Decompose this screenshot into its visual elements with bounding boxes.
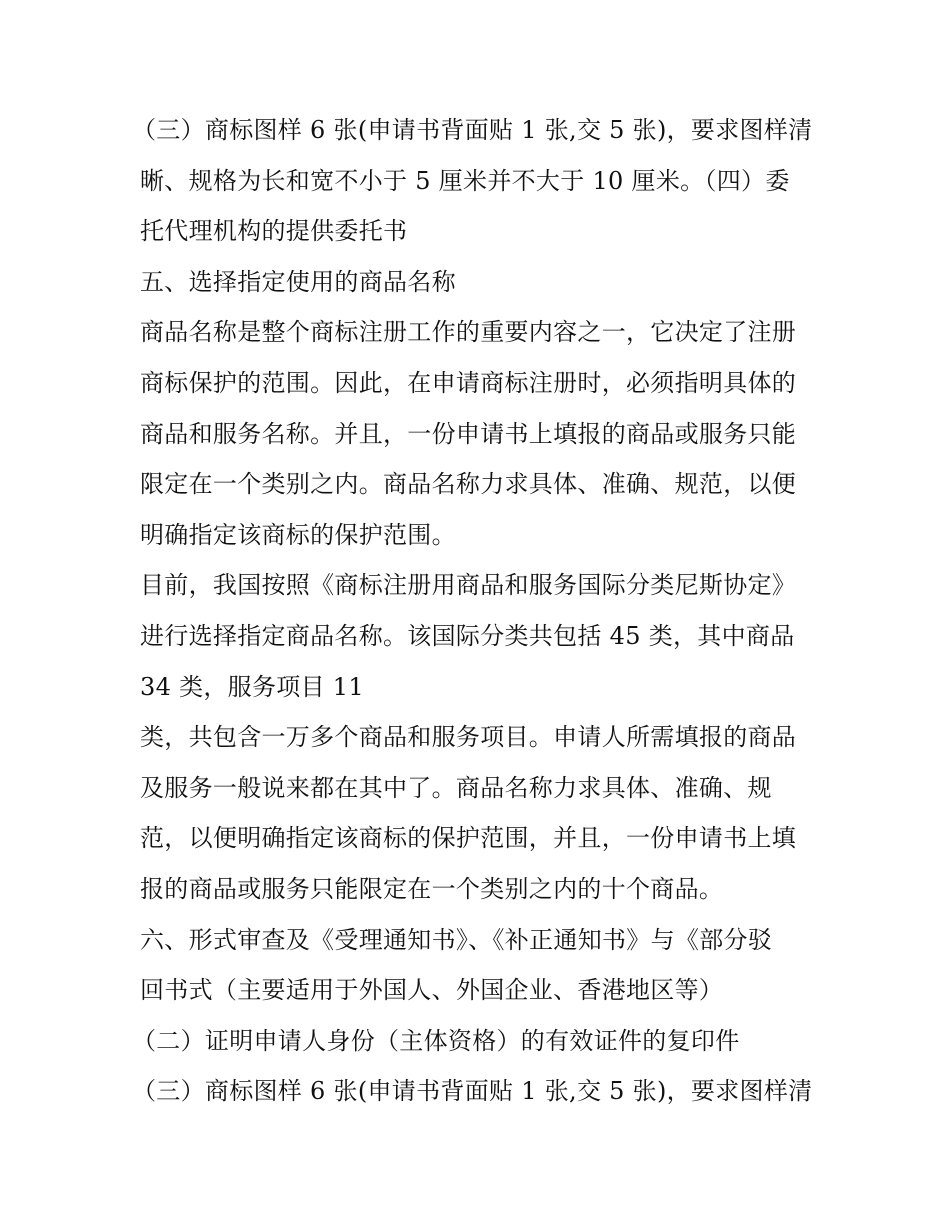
text-line: （三）商标图样 6 张(申请书背面贴 1 张,交 5 张)，要求图样清 <box>132 1077 813 1106</box>
text-line: 回书式（主要适用于外国人、外国企业、香港地区等） <box>140 976 724 1005</box>
text-line: 34 类，服务项目 11 <box>140 672 364 701</box>
text-line: 明确指定该商标的保护范围。 <box>140 520 456 549</box>
text-line: （三）商标图样 6 张(申请书背面贴 1 张,交 5 张)，要求图样清 <box>132 116 813 144</box>
text-line: 目前，我国按照《商标注册用商品和服务国际分类尼斯协定》 <box>140 571 797 600</box>
text-line: 限定在一个类别之内。商品名称力求具体、准确、规范，以便 <box>140 470 797 499</box>
text-line: 晰、规格为长和宽不小于 5 厘米并不大于 10 厘米。（四）委 <box>140 166 790 195</box>
section-heading: 五、选择指定使用的商品名称 <box>140 267 456 296</box>
text-line: （二）证明申请人身份（主体资格）的有效证件的复印件 <box>132 1026 740 1055</box>
text-line: 商品和服务名称。并且，一份申请书上填报的商品或服务只能 <box>140 419 797 448</box>
text-line: 商品名称是整个商标注册工作的重要内容之一，它决定了注册 <box>140 318 797 347</box>
text-line: 类，共包含一万多个商品和服务项目。申请人所需填报的商品 <box>140 723 797 752</box>
text-line: 范，以便明确指定该商标的保护范围，并且，一份申请书上填 <box>140 824 797 853</box>
document-page <box>132 105 820 1117</box>
text-line: 及服务一般说来都在其中了。商品名称力求具体、准确、规 <box>140 773 772 802</box>
section-heading: 六、形式审查及《受理通知书》、《补正通知书》与《部分驳 <box>140 925 773 954</box>
text-line: 商标保护的范围。因此，在申请商标注册时，必须指明具体的 <box>140 368 797 397</box>
text-line: 报的商品或服务只能限定在一个类别之内的十个商品。 <box>140 874 724 903</box>
text-line: 托代理机构的提供委托书 <box>140 217 408 246</box>
text-line: 进行选择指定商品名称。该国际分类共包括 45 类，其中商品 <box>140 621 795 650</box>
